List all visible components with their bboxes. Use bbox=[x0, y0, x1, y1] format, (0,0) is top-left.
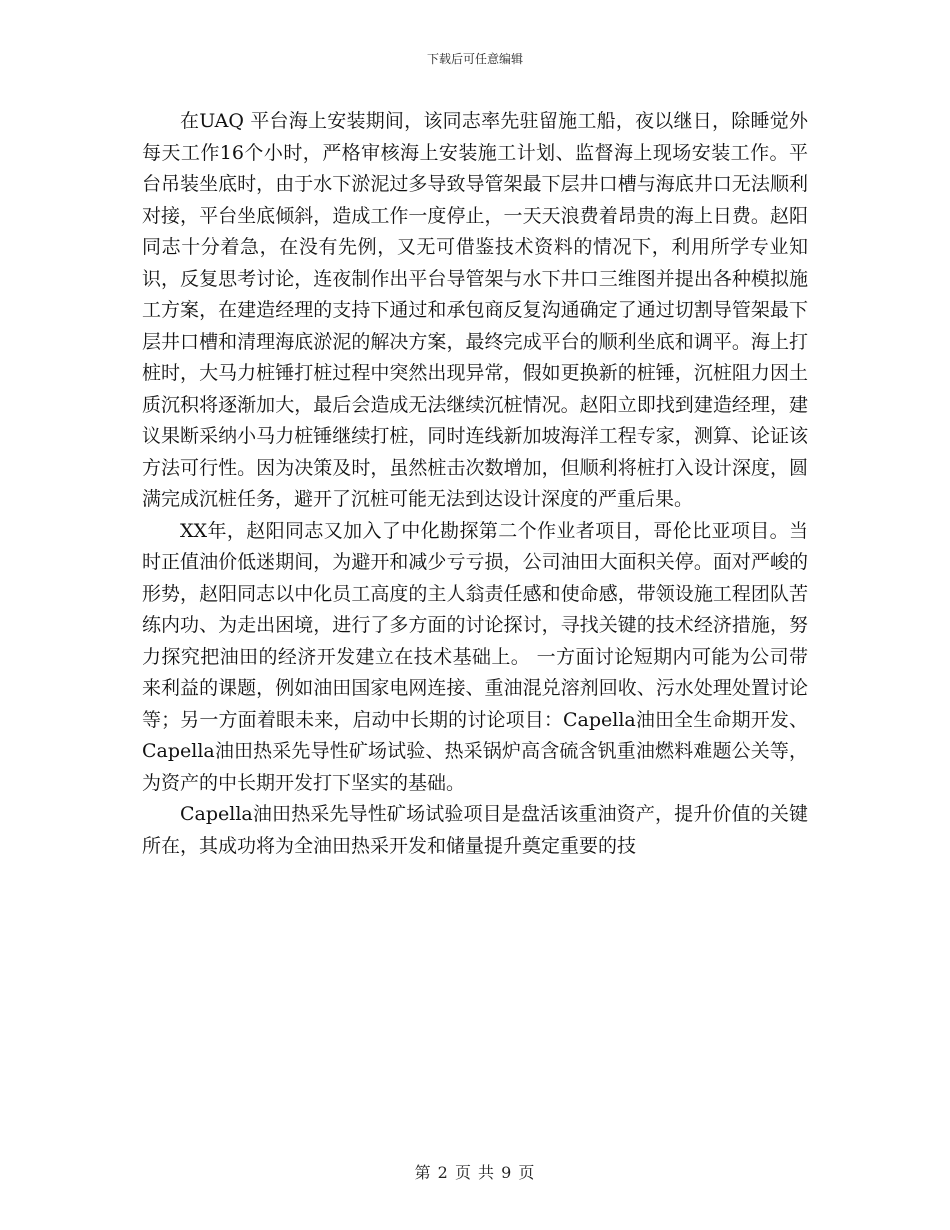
page-footer: 第 2 页 共 9 页 bbox=[414, 1163, 536, 1182]
paragraph-1: 在UAQ 平台海上安装期间，该同志率先驻留施工船，夜以继日，除睡觉外每天工作16个小时，严格审核海上安装施工计划、监督海上现场安装工作。平台吊装坐底时，由于水下淤泥过多导致导管架最下层井口槽与海底井口无法顺利对接，平台坐底倾斜，造成工作一度停止，一天天浪费着昂贵的海上日费。赵阳同志十分着急，在没有先例，又无可借鉴技术资料的情况下，利用所学专业知识，反复思考讨论，连夜制作出平台导管架与水下井口三维图并提出各种模拟施工方案，在建造经理的支持下通过和承包商反复沟通确定了通过切割导管架最下层井口槽和清理海底淤泥的解决方案，最终完成平台的顺利坐底和调平。海上打桩时，大马力桩锤打桩过程中突然出现异常，假如更换新的桩锤，沉桩阻力因土质沉积将逐渐加大，最后会造成无法继续沉桩情况。赵阳立即找到建造经理，建议果断采纳小马力桩锤继续打桩，同时连线新加坡海洋工程专家，测算、论证该方法可行性。因为决策及时，虽然桩击次数增加，但顺利将桩打入设计深度，圆满完成沉桩任务，避开了沉桩可能无法到达设计深度的严重后果。 bbox=[142, 110, 808, 510]
paragraph-3: Capella油田热采先导性矿场试验项目是盘活该重油资产，提升价值的关键所在，其成功将为全油田热采开发和储量提升奠定重要的技 bbox=[142, 803, 808, 857]
document-body bbox=[142, 106, 808, 862]
page-header: 下载后可任意编辑 bbox=[426, 52, 523, 66]
paragraph-2: XX年，赵阳同志又加入了中化勘探第二个作业者项目，哥伦比亚项目。当时正值油价低迷期间，为避开和减少亏亏损，公司油田大面积关停。面对严峻的形势，赵阳同志以中化员工高度的主人翁责任感和使命感，带领设施工程团队苦练内功、为走出困境，进行了多方面的讨论探讨，寻找关键的技术经济措施，努力探究把油田的经济开发建立在技术基础上。 一方面讨论短期内可能为公司带来利益的课题，例如油田国家电网连接、重油混兑溶剂回收、污水处理处置讨论等；另一方面着眼未来，启动中长期的讨论项目：Capella油田全生命期开发、Capella油田热采先导性矿场试验、热采锅炉高含硫含钒重油燃料难题公关等，为资产的中长期开发打下坚实的基础。 bbox=[142, 519, 808, 794]
